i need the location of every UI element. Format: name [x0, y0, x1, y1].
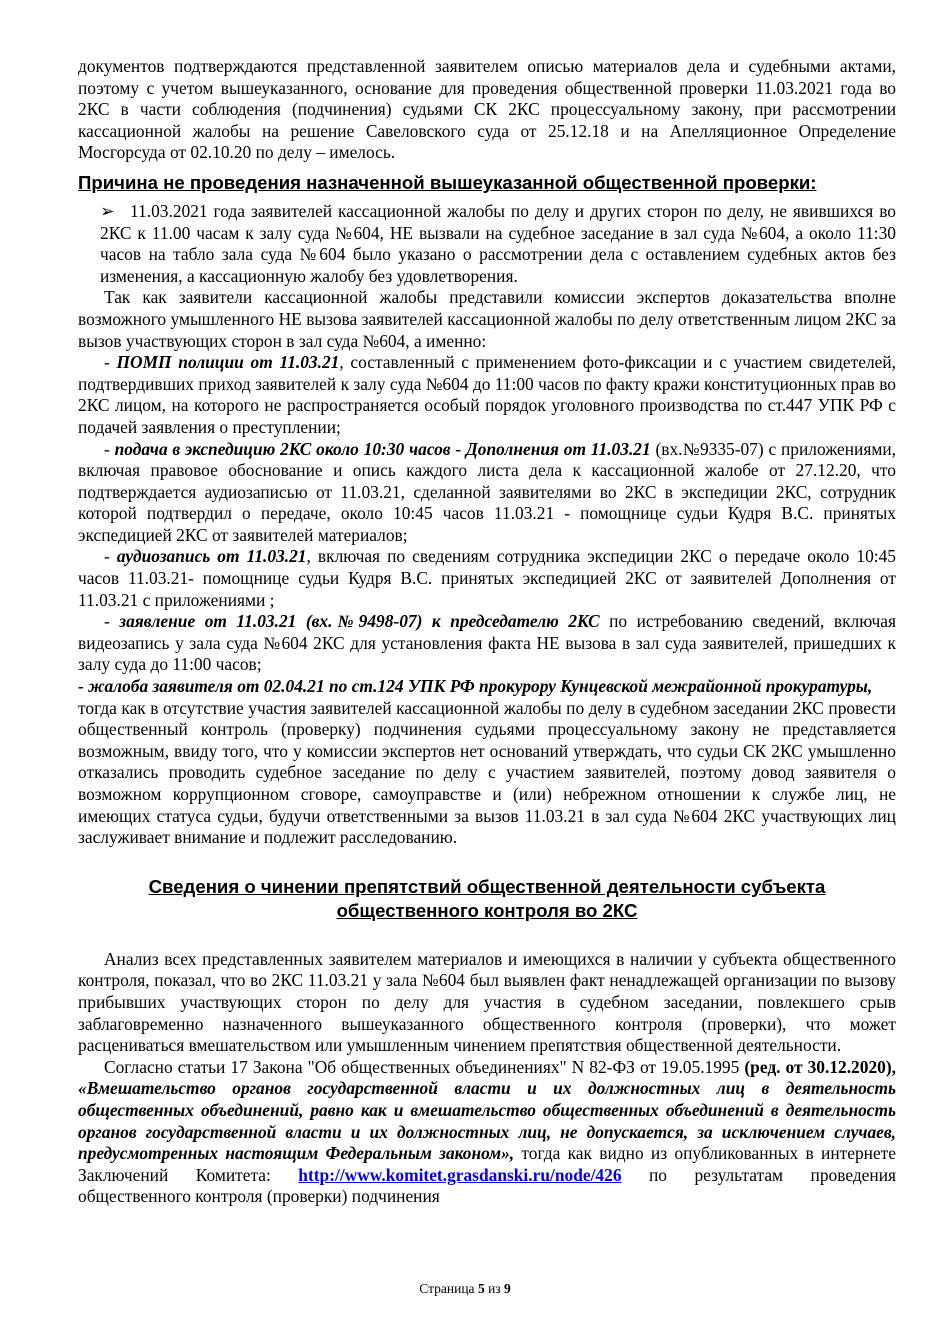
heading-line-1: Сведения о чинении препятствий общественной деятельности субъекта — [148, 875, 826, 897]
item-dash: - — [104, 611, 120, 632]
heading-line-2: общественного контроля во 2КС — [336, 899, 638, 921]
item-2-text: (вх.№9335-07) с приложениями, включая правовое обоснование и опись каждого листа дела к кассационной жалобе от 27.12.20, что подтверждается аудиозаписью от 11.03.21, сделанной заявителями во 2КС в экспедиции 2КС, сотрудник которой подтвердил о передаче, около 10:45 часов 11.03.21 - помощнице судьи Кудря В.С. принятых экспедицией 2КС от заявителей материалов; — [78, 438, 896, 545]
law-paragraph — [78, 1057, 896, 1208]
evidence-item-4 — [78, 611, 896, 676]
item-1-title: ПОМП полиции от 11.03.21 — [116, 352, 340, 373]
conclusion-paragraph: тогда как в отсутствие участия заявителей кассационной жалобы по делу в судебном заседании 2КС провести общественный контроль (проверку) подчинения судьями процессуальному закону не представляется возможным, ввиду того, что у комиссии экспертов нет оснований утверждать, что судьи СК 2КС умышленно отказались проводить судебное заседание по делу с участием заявителей, поэтому довод заявителя о возможном коррупционном сговоре, самоуправстве и (или) небрежном отношении к службе лиц, не имеющих статуса судьи, будучи ответственными за вызов 11.03.21 в зал суда №604 2КС участвующих лиц заслуживает внимание и подлежит расследованию. — [78, 697, 896, 848]
bullet-paragraph — [78, 201, 896, 287]
item-3-title: аудиозапись от 11.03.21 — [116, 546, 307, 567]
footer-label: Страница — [419, 1281, 475, 1296]
item-5-title: - жалоба заявителя от 02.04.21 по ст.124 УПК РФ прокурору Кунцевской межрайонной прокуратуры, — [78, 676, 873, 697]
law-tail-2: по результатам проведения общественного контроля (проверки) подчинения — [78, 1164, 896, 1207]
footer-total-pages: 9 — [504, 1281, 511, 1296]
evidence-item-5 — [78, 676, 896, 698]
item-dash: - — [104, 352, 117, 373]
item-dash: - — [104, 546, 117, 567]
law-lead: Согласно статьи 17 Закона "Об общественных объединениях" N 82-ФЗ от 19.05.1995 — [104, 1056, 745, 1077]
evidence-item-1 — [78, 352, 896, 438]
law-edition: (ред. от 30.12.2020) — [744, 1056, 892, 1077]
analysis-paragraph: Анализ всех представленных заявителем материалов и имеющихся в наличии у субъекта общественного контроля, показал, что во 2КС 11.03.21 у зала №604 был выявлен факт ненадлежащей организации по вызову прибывших участвующих сторон по делу для участия в судебном заседании, повлекшего срыв заблаговременно назначенного вышеуказанного общественного контроля (проверки), что может расцениваться вмешательством или умышленным чинением препятствия общественной деятельности. — [78, 948, 896, 1056]
komitet-link[interactable]: http://www.komitet.grasdanski.ru/node/426 — [298, 1164, 622, 1185]
arrow-bullet-icon: ➢ — [100, 200, 115, 221]
footer-of: из — [488, 1281, 501, 1296]
item-4-text: по истребованию сведений, включая видеозапись у зала суда №604 2КС для установления факта НЕ вызова в зал суда заявителей, пришедших к залу суда до 11:00 часов; — [78, 611, 896, 675]
bullet-text: 11.03.2021 года заявителей кассационной жалобы по делу и других сторон по делу, не явившихся во 2КС к 11.00 часам к залу суда №604, НЕ вызвали на судебное заседание в зал суда №604, а около 11:30 часов на табло зала суда №604 было указано о рассмотрении дела с оставлением судебных актов без изменения, а кассационную жалобу без удовлетворения. — [100, 200, 896, 286]
law-quote: «Вмешательство органов государственной власти и их должностных лиц в деятельность общественных объединений, равно как и вмешательство общественных объединений в деятельность органов государственной власти и их должностных лиц, не допускается, за исключением случаев, предусмотренных настоящим Федеральным законом», — [78, 1078, 896, 1164]
law-comma: , — [891, 1056, 896, 1077]
evidence-intro-paragraph: Так как заявители кассационной жалобы представили комиссии экспертов доказательства вполне возможного умышленного НЕ вызова заявителей кассационной жалобы по делу ответственным лицом 2КС за вызов участвующих сторон в зал суда №604, а именно: — [78, 287, 896, 351]
section-heading-obstruction — [78, 875, 896, 923]
section-heading-reason: Причина не проведения назначенной вышеуказанной общественной проверки: — [78, 171, 817, 193]
item-3-text: , включая по сведениям сотрудника экспедиции 2КС о передаче около 10:45 часов 11.03.21- помощнице судьи Кудря В.С. принятых экспедицией 2КС от заявителей Дополнения от 11.03.21 с приложениями ; — [78, 546, 897, 610]
page-footer — [0, 1281, 930, 1297]
footer-current-page: 5 — [477, 1281, 485, 1296]
item-2-title: подача в экспедицию 2КС около 10:30 часов - Дополнения от 11.03.21 — [114, 438, 651, 459]
evidence-item-3 — [78, 546, 896, 611]
document-page — [78, 56, 896, 1208]
item-4-title: заявление от 11.03.21 (вх.№9498-07) к председателю 2КС — [119, 611, 600, 632]
item-1-text: , составленный с применением фото-фиксации и с участием свидетелей, подтвердивших приход заявителей к залу суда №604 до 11:00 часов по факту кражи конституционных прав во 2КС лицом, на которого не распространяется особый порядок уголовного производства по ст.447 УПК РФ с подачей заявления о преступлении; — [78, 352, 897, 437]
intro-paragraph: документов подтверждаются представленной заявителем описью материалов дела и судебными актами, поэтому с учетом вышеуказанного, основание для проведения общественной проверки 11.03.2021 года во 2КС в части соблюдения (подчинения) судьями СК 2КС процессуальному закону, при рассмотрении кассационной жалобы на решение Савеловского суда от 25.12.18 и на Апелляционное Определение Мосгорсуда от 02.10.20 по делу – имелось. — [78, 56, 896, 163]
evidence-item-2 — [78, 439, 896, 547]
item-dash: - — [104, 438, 115, 459]
law-tail-1: тогда как видно из опубликованных в интернете Заключений Комитета: — [78, 1143, 896, 1185]
